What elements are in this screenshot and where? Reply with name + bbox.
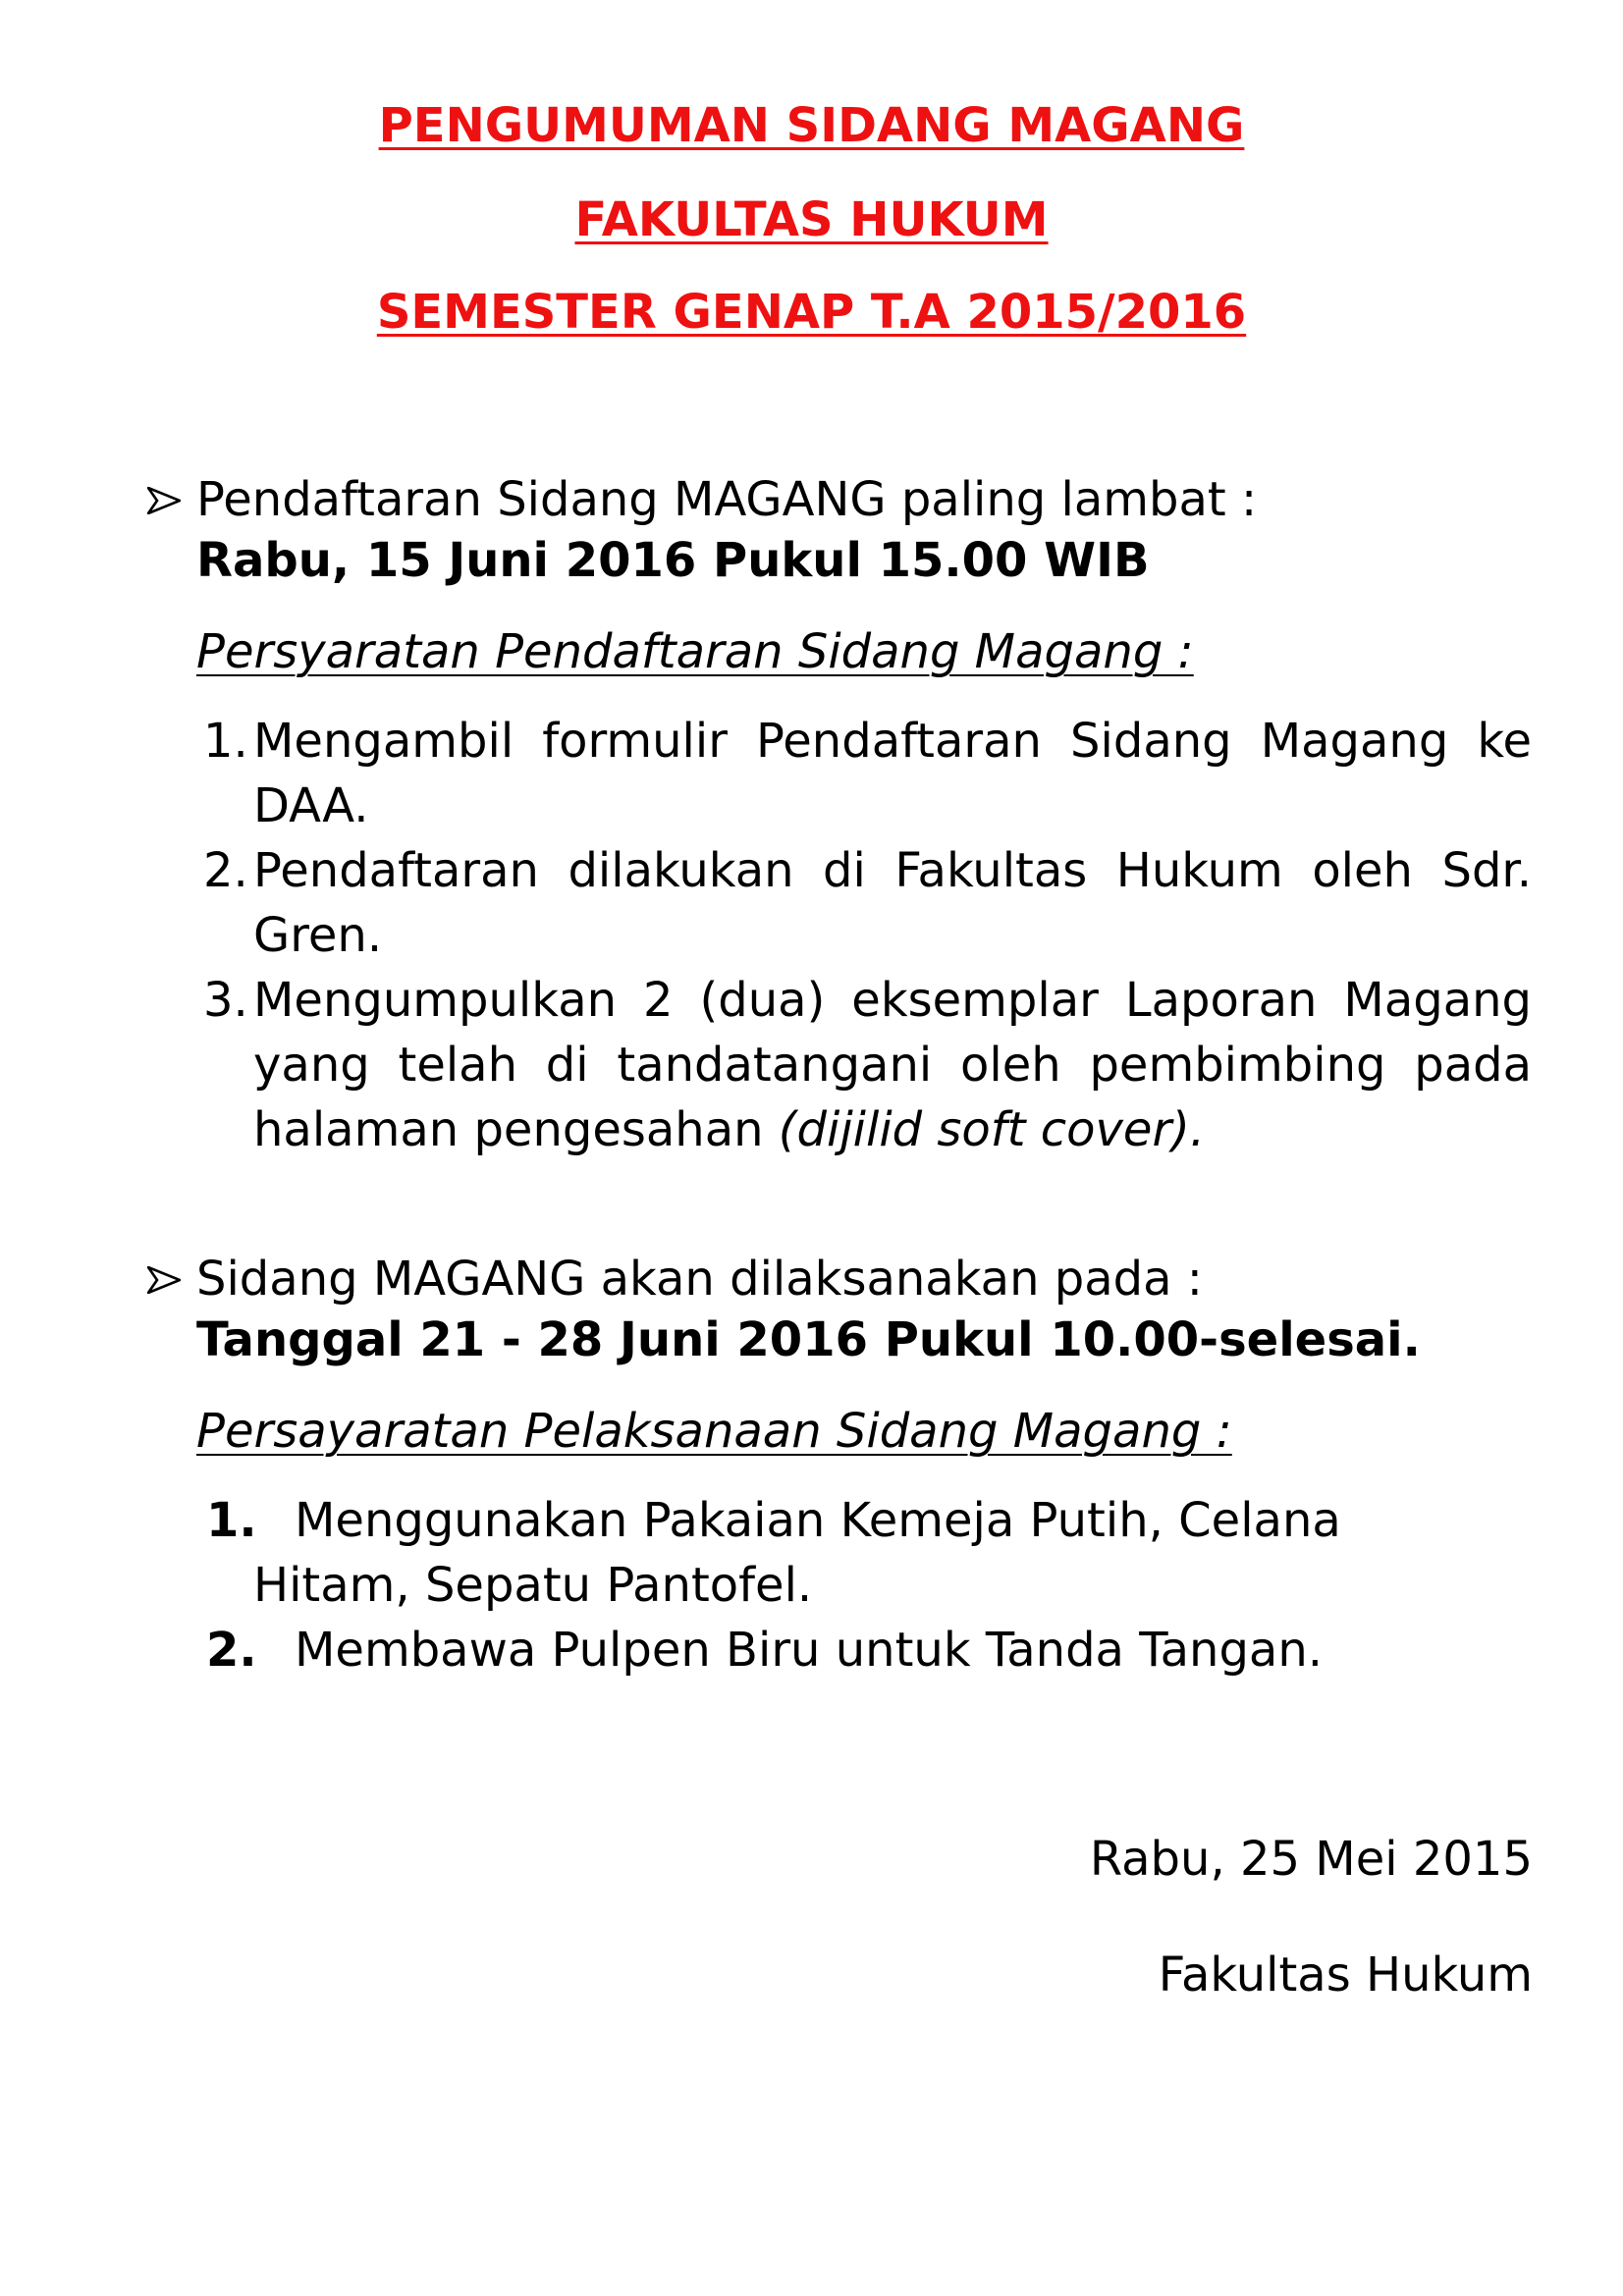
list-item <box>147 1488 1490 1618</box>
arrowhead-bullet-icon <box>147 1266 181 1294</box>
registration-deadline: Rabu, 15 Juni 2016 Pukul 15.00 WIB <box>196 533 1150 588</box>
title-line-3: SEMESTER GENAP T.A 2015/2016 <box>376 285 1247 340</box>
execution-intro: Sidang MAGANG akan dilaksanakan pada : <box>196 1252 1203 1307</box>
list-item <box>147 1618 1532 1682</box>
list-item-text: Pendaftaran dilakukan di Fakultas Hukum oleh Sdr. Gren. <box>253 843 1532 963</box>
execution-requirements-heading: Persayaratan Pelaksanaan Sidang Magang : <box>196 1404 1232 1459</box>
list-item <box>147 838 1532 968</box>
list-item-text: Mengumpulkan 2 (dua) eksemplar Laporan Magang yang telah di tandatangani oleh pembimbing pada halaman pengesahan <box>253 973 1532 1157</box>
execution-section <box>147 1249 1532 1682</box>
list-item-number: 3. <box>203 973 248 1028</box>
list-item <box>147 968 1532 1162</box>
registration-intro: Pendaftaran Sidang MAGANG paling lambat : <box>196 472 1258 527</box>
execution-schedule: Tanggal 21 - 28 Juni 2016 Pukul 10.00-selesai. <box>196 1312 1421 1367</box>
list-item <box>147 709 1532 838</box>
title-line-2: FAKULTAS HUKUM <box>574 192 1049 247</box>
announcement-date: Rabu, 25 Mei 2015 <box>1089 1832 1533 1887</box>
signatory: Fakultas Hukum <box>1158 1948 1533 2002</box>
execution-intro-line <box>147 1249 1532 1309</box>
execution-requirements-list <box>147 1488 1532 1682</box>
list-item-number: 1. <box>203 714 248 769</box>
list-item-text: Mengambil formulir Pendaftaran Sidang Magang ke DAA. <box>253 714 1532 833</box>
list-item-number: 2. <box>206 1623 257 1678</box>
registration-intro-line <box>147 469 1532 530</box>
arrowhead-bullet-icon <box>147 487 181 514</box>
list-item-number: 2. <box>203 843 248 898</box>
list-item-italic-note: (dijilid soft cover). <box>778 1102 1206 1157</box>
registration-requirements-heading: Persyaratan Pendaftaran Sidang Magang : <box>196 624 1194 679</box>
list-item-number: 1. <box>206 1493 257 1548</box>
list-item-text: Membawa Pulpen Biru untuk Tanda Tangan. <box>295 1623 1323 1678</box>
registration-requirements-list <box>147 709 1532 1162</box>
list-item-text: Menggunakan Pakaian Kemeja Putih, Celana Hitam, Sepatu Pantofel. <box>253 1493 1341 1613</box>
title-line-1: PENGUMUMAN SIDANG MAGANG <box>378 98 1245 153</box>
registration-section <box>147 469 1532 1162</box>
